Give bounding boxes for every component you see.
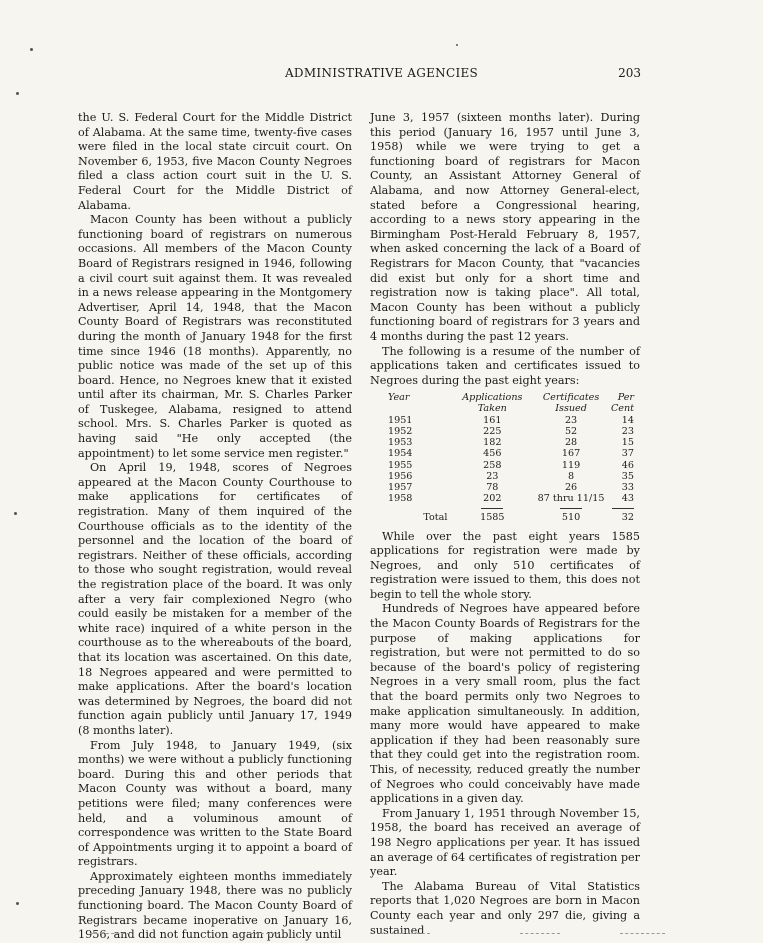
- cell-year: 1953: [388, 437, 413, 449]
- scan-speck: [456, 44, 458, 46]
- cell-percent: 46: [621, 459, 634, 471]
- cell-applications: 23: [486, 470, 499, 482]
- registration-table: [370, 392, 640, 523]
- footer-rule: [250, 933, 280, 934]
- cell-certificates: 23: [564, 414, 578, 426]
- cell-applications: 202: [483, 493, 502, 505]
- cell-percent: 43: [621, 493, 634, 505]
- table-row: [370, 482, 640, 493]
- cell-year: 1956: [388, 470, 413, 482]
- cell-percent: 35: [621, 470, 634, 482]
- cell-applications: 161: [483, 414, 502, 426]
- cell-certificates: 167: [561, 448, 581, 460]
- table-row: [370, 415, 640, 426]
- cell-percent: 15: [621, 437, 634, 449]
- table-header-row: [370, 392, 640, 414]
- total-label: Total: [423, 512, 448, 524]
- cell-applications: 225: [483, 425, 502, 437]
- total-applications: 1585: [480, 512, 505, 524]
- cell-applications: 78: [486, 481, 499, 493]
- footer-rule: [620, 933, 665, 934]
- scan-speck: [30, 48, 33, 51]
- table-row: [370, 493, 640, 504]
- cell-percent: 37: [621, 448, 634, 460]
- table-total-row: [370, 510, 640, 523]
- total-rule: [560, 508, 582, 509]
- cell-year: 1951: [388, 414, 413, 426]
- column-header-certificates: Certificates Issued: [542, 392, 600, 415]
- table-row: [370, 448, 640, 459]
- cell-certificates: 28: [564, 437, 578, 449]
- paragraph: The Alabama Bureau of Vital Statistics reports that 1,020 Negroes are born in Macon County each year and only 297 die, giving a sustained: [370, 879, 640, 937]
- cell-year: 1958: [388, 493, 413, 505]
- left-column: [78, 111, 352, 943]
- cell-certificates: 26: [564, 481, 578, 493]
- page-header: [0, 66, 763, 84]
- cell-certificates: 52: [564, 425, 578, 437]
- cell-certificates: 119: [561, 459, 581, 471]
- right-column: [370, 111, 640, 938]
- cell-year: 1955: [388, 459, 413, 471]
- table-row: [370, 426, 640, 437]
- cell-percent: 14: [621, 414, 634, 426]
- running-head: ADMINISTRATIVE AGENCIES: [284, 66, 479, 80]
- cell-applications: 258: [483, 459, 502, 471]
- scan-speck: [16, 902, 19, 905]
- footer-rule: [90, 933, 130, 934]
- paragraph: Hundreds of Negroes have appeared before the Macon County Boards of Registrars for the purpose of making applications for registration, but were not permitted to do so because of the board's policy of registering Negroes in a very small room, plus the fact that the board permits only two Negroes to make application simultaneously. In addition, many more would have appeared to make application if they had been reasonably sure that they could get into the registration room. This, of necessity, reduced greatly the number of Negroes who could conceivably have made applications in a given day.: [370, 602, 640, 806]
- cell-year: 1957: [388, 481, 413, 493]
- paragraph: While over the past eight years 1585 applications for registration were made by Negroes, and only 510 certificates of registration were issued to them, this does not begin to tell the whole story.: [370, 529, 640, 601]
- cell-applications: 182: [483, 437, 502, 449]
- paragraph: the U. S. Federal Court for the Middle District of Alabama. At the same time, twenty-five cases were filed in the local state circuit court. On November 6, 1953, five Macon County Negroes filed a class action court suit in the U. S. Federal Court for the Middle District of Alabama.: [78, 111, 352, 212]
- total-percent: 32: [621, 512, 634, 524]
- footer-rule: [380, 933, 430, 934]
- total-rule: [481, 508, 503, 509]
- paragraph: From July 1948, to January 1949, (six months) we were without a publicly functioning board. During this and other periods that Macon County was without a board, many petitions were filed; many conferences were held, and a voluminous amount of correspondence was written to the State Board of Appointments urging it to appoint a board of registrars.: [78, 738, 352, 869]
- paragraph: Approximately eighteen months immediately preceding January 1948, there was no publicly functioning board. The Macon County Board of Registrars became inoperative on January 16, 1956, and did not function again publicly until: [78, 869, 352, 942]
- scan-speck: [16, 92, 19, 95]
- scan-speck: [14, 512, 17, 515]
- page-number: 203: [618, 66, 641, 80]
- paragraph: From January 1, 1951 through November 15, 1958, the board has received an average of 198 Negro applications per year. It has issued an average of 64 certificates of registration per year.: [370, 806, 640, 879]
- cell-percent: 23: [621, 425, 634, 437]
- cell-certificates: 8: [568, 470, 575, 482]
- paragraph: June 3, 1957 (sixteen months later). During this period (January 16, 1957 until June 3, 1958) while we were trying to get a functioning board of registrars for Macon County, an Assistant Attorney General of Alabama, and now Attorney General-elect, stated before a Congressional hearing, according to a news story appearing in the Birmingham Post-Herald February 8, 1957, when asked concerning the lack of a Board of Registrars for Macon County, that "vacancies did exist but only for a short time and registration now is taking place". All total, Macon County has been without a publicly functioning board of registrars for 3 years and 4 months during the past 12 years.: [370, 111, 640, 343]
- total-rule: [612, 508, 634, 509]
- column-header-year: Year: [388, 392, 410, 404]
- paragraph: Macon County has been without a publicly functioning board of registrars on numerous occasions. All members of the Macon County Board of Registrars resigned in 1946, following a civil court suit against them. It was revealed in a news release appearing in the Montgomery Advertiser, April 14, 1948, that the Macon County Board of Registrars was reconstituted during the month of January 1948 for the first time since 1946 (18 months). Apparently, no public notice was made of the set up of this board. Hence, no Negroes knew that it existed until after its chairman, Mr. S. Charles Parker of Tuskegee, Alabama, resigned to attend school. Mrs. S. Charles Parker is quoted as having said "He only accepted (the appointment) to let some service men register.": [78, 213, 352, 460]
- cell-percent: 33: [621, 481, 634, 493]
- cell-applications: 456: [483, 448, 502, 460]
- cell-year: 1952: [388, 425, 413, 437]
- cell-year: 1954: [388, 448, 413, 460]
- cell-certificates: 87 thru 11/15: [537, 493, 605, 505]
- table-row: [370, 437, 640, 448]
- paragraph: The following is a resume of the number of applications taken and certificates issued to Negroes during the past eight years:: [370, 344, 640, 387]
- column-header-percent: Per Cent: [610, 392, 635, 415]
- footer-rule: [520, 933, 560, 934]
- table-row: [370, 460, 640, 471]
- paragraph: On April 19, 1948, scores of Negroes appeared at the Macon County Courthouse to make applications for certificates of registration. Many of them inquired of the Courthouse officials as to the identity of the personnel and the location of the board of registrars. Neither of these officials, according to those who sought registration, would reveal the registration place of the board. It was only after a very fair complexioned Negro (who could easily be mistaken for a member of the white race) inquired of a white person in the courthouse as to the whereabouts of the board, that its location was ascertained. On this date, 18 Negroes appeared and were permitted to make applications. After the board's location was determined by Negroes, the board did not function again publicly until January 17, 1949 (8 months later).: [78, 461, 352, 737]
- column-header-applications: Applications Taken: [462, 392, 523, 415]
- total-certificates: 510: [561, 512, 581, 524]
- table-row: [370, 471, 640, 482]
